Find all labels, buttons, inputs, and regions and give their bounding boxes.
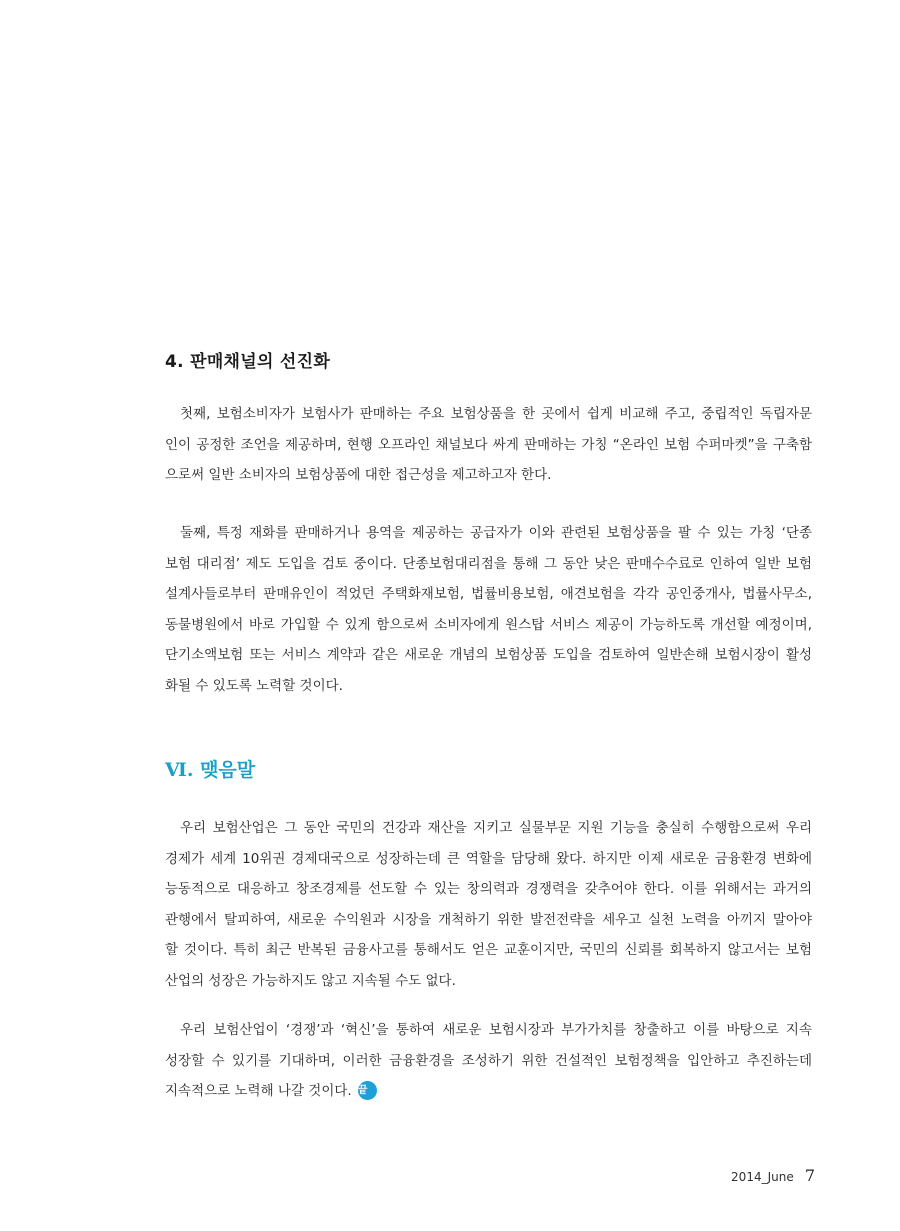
- paragraph-line: 첫째, 보험소비자가 보험사가 판매하는 주요 보험상품을 한 곳에서 쉽게 비교해 주고, 중립적인 독립자문: [180, 406, 812, 422]
- page-footer: [731, 1166, 815, 1185]
- section4-paragraph-2: [165, 518, 812, 701]
- paragraph-line: 둘째, 특정 재화를 판매하거나 용역을 제공하는 공급자가 이와 관련된 보험상품을 팔 수 있는 가칭 ‘단종: [180, 525, 812, 541]
- paragraph-line: 보험 대리점’ 제도 도입을 검토 중이다. 단종보험대리점을 통해 그 동안 낮은 판매수수료로 인하여 일반 보험: [165, 555, 812, 572]
- section-heading: 4. 판매채널의 선진화: [165, 352, 331, 372]
- paragraph-line: 할 것이다. 특히 최근 반복된 금융사고를 통해서도 얻은 교훈이지만, 국민의 신뢰를 회복하지 않고서는 보험: [165, 942, 812, 958]
- page-number: 7: [804, 1166, 815, 1185]
- conclusion-paragraph-2: [165, 1015, 812, 1107]
- paragraph-line: 동물병원에서 바로 가입할 수 있게 함으로써 소비자에게 원스탑 서비스 제공이 가능하도록 개선할 예정이며,: [165, 616, 812, 633]
- paragraph-line: 단기소액보험 또는 서비스 계약과 같은 새로운 개념의 보험상품 도입을 검토하여 일반손해 보험시장이 활성: [165, 647, 812, 663]
- issue-date: 2014_June: [731, 1170, 794, 1184]
- paragraph-line-final: [165, 1076, 812, 1107]
- paragraph-line: 설계사들로부터 판매유인이 적었던 주택화재보험, 법률비용보험, 애견보험을 각각 공인중개사, 법률사무소,: [165, 586, 812, 602]
- paragraph-line: 성장할 수 있기를 기대하며, 이러한 금융환경을 조성하기 위한 건설적인 보험정책을 입안하고 추진하는데: [165, 1052, 812, 1069]
- end-of-article-circle-icon: 끝: [358, 1081, 377, 1100]
- paragraph-line: 산업의 성장은 가능하지도 않고 지속될 수도 없다.: [165, 972, 456, 989]
- paragraph-line: 인이 공정한 조언을 제공하며, 현행 오프라인 채널보다 싸게 판매하는 가칭 “온라인 보험 수퍼마켓”을 구축함: [165, 436, 812, 453]
- paragraph-line: 경제가 세계 10위권 경제대국으로 성장하는데 큰 역할을 담당해 왔다. 하지만 이제 새로운 금융환경 변화에: [165, 850, 812, 867]
- paragraph-line: 으로써 일반 소비자의 보험상품에 대한 접근성을 제고하고자 한다.: [165, 467, 552, 483]
- paragraph-line-text: 지속적으로 노력해 나갈 것이다.: [165, 1083, 352, 1099]
- section4-paragraph-1: [165, 399, 812, 491]
- paragraph-line: 우리 보험산업이 ‘경쟁’과 ‘혁신’을 통하여 새로운 보험시장과 부가가치를 창출하고 이를 바탕으로 지속: [180, 1022, 812, 1038]
- paragraph-line: 화될 수 있도록 노력할 것이다.: [165, 677, 343, 694]
- conclusion-paragraph-1: [165, 813, 812, 996]
- paragraph-line: 우리 보험산업은 그 동안 국민의 건강과 재산을 지키고 실물부문 지원 기능을 충실히 수행함으로써 우리: [180, 820, 812, 836]
- paragraph-line: 능동적으로 대응하고 창조경제를 선도할 수 있는 창의력과 경쟁력을 갖추어야 한다. 이를 위해서는 과거의: [165, 881, 812, 897]
- chapter-heading: Ⅵ. 맺음말: [165, 759, 256, 781]
- paragraph-line: 관행에서 탈피하여, 새로운 수익원과 시장을 개척하기 위한 발전전략을 세우고 실천 노력을 아끼지 말아야: [165, 911, 812, 928]
